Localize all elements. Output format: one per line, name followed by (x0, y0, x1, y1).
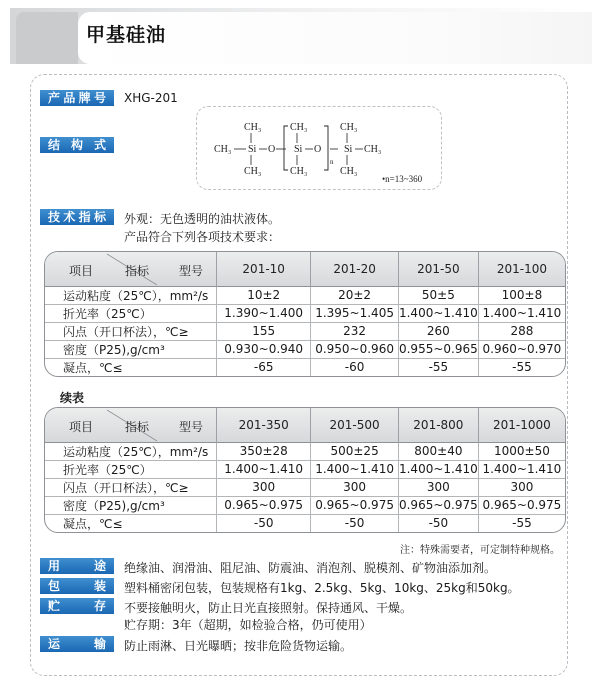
row-label: 凝点，℃≤ (45, 514, 217, 532)
table1-model-4: 201-100 (478, 252, 565, 286)
row-label: 折光率（25℃） (45, 304, 217, 322)
spec-table-1 (44, 251, 566, 377)
header-model: 型号 (179, 264, 204, 278)
row-value: 300 (398, 478, 478, 496)
row-value: 1.400~1.410 (478, 304, 565, 322)
label-usage: 用 途 (40, 558, 114, 574)
row-value: 0.960~0.970 (478, 340, 565, 358)
row-value: 155 (217, 322, 311, 340)
row-label: 凝点，℃≤ (45, 358, 217, 376)
header-index: 指标 (125, 264, 150, 278)
si-right: Si (344, 144, 353, 155)
row-label: 运动粘度（25℃），mm²/s (45, 442, 217, 460)
header-item: 项目 (69, 264, 94, 278)
header-model: 型号 (179, 420, 204, 434)
n-subscript: n (330, 158, 334, 166)
row-label: 闪点（开口杯法），℃≥ (45, 478, 217, 496)
row-value: 0.955~0.965 (398, 342, 478, 356)
ch3-top-left: CH₃ (244, 122, 262, 133)
label-storage: 贮 存 (40, 598, 114, 614)
row-value: 1.400~1.410 (398, 306, 478, 320)
table-row (45, 478, 565, 496)
label-structure: 结 构 式 (40, 137, 114, 153)
table-row (45, 496, 565, 514)
table1-header-corner (45, 252, 217, 286)
spec-line-2: 产品符合下列各项技术要求： (124, 230, 281, 244)
table-row (45, 514, 565, 532)
spec-line-1: 外观：无色透明的油状液体。 (124, 212, 281, 226)
row-value: -55 (398, 358, 478, 376)
row-value: 0.965~0.975 (217, 496, 311, 514)
title-tab (16, 12, 78, 64)
table1-body (45, 286, 565, 376)
row-value: -55 (478, 514, 565, 532)
table2-model-3: 201-800 (398, 408, 478, 442)
ch3-top-right: CH₃ (340, 122, 358, 133)
ch3-bottom-right: CH₃ (340, 166, 358, 177)
row-value: 300 (478, 478, 565, 496)
row-value: 232 (311, 322, 399, 340)
transport-text: 防止雨淋、日光曝晒；按非危险货物运输。 (124, 639, 353, 653)
row-value: -65 (217, 358, 311, 376)
row-value: -50 (311, 514, 399, 532)
header-item: 项目 (69, 420, 94, 434)
table1-model-2: 201-20 (311, 252, 399, 286)
table-row (45, 304, 565, 322)
table-row (45, 340, 565, 358)
row-value: 1.395~1.405 (311, 304, 399, 322)
row-value: -60 (311, 358, 399, 376)
storage-text: 不要接触明火，防止日光直接照射。保持通风、干燥。 (124, 601, 413, 615)
row-value: 1.400~1.410 (311, 460, 399, 478)
row-value: 0.965~0.975 (398, 498, 478, 512)
brand-value: XHG-201 (124, 91, 178, 105)
row-label: 密度（P25),g/cm³ (45, 340, 217, 358)
structure-formula (196, 106, 442, 190)
note: 注：特殊需要者，可定制特种规格。 (400, 545, 560, 556)
table1-model-1: 201-10 (217, 252, 311, 286)
ch3-bottom-left: CH₃ (244, 166, 262, 177)
ch3-left: CH₃ (214, 144, 232, 155)
package-text: 塑料桶密闭包装，包装规格有1kg、2.5kg、5kg、10kg、25kg和50kg。 (124, 581, 520, 595)
row-value: 500±25 (311, 442, 399, 460)
spec-table-2 (44, 407, 566, 533)
label-transport: 运 输 (40, 636, 114, 652)
o-left: O (268, 144, 276, 155)
table2-model-2: 201-500 (311, 408, 399, 442)
row-value: 1.400~1.410 (217, 460, 311, 478)
storage-period: 贮存期：3年（超期，如检验合格，仍可使用） (124, 618, 372, 632)
si-left: Si (248, 144, 257, 155)
row-value: -50 (398, 514, 478, 532)
label-spec: 技 术 指 标 (40, 209, 114, 225)
o-mid: O (314, 144, 322, 155)
table-row (45, 460, 565, 478)
row-value: 300 (311, 478, 399, 496)
row-label: 密度（P25),g/cm³ (45, 496, 217, 514)
table2-header-corner (45, 408, 217, 442)
row-value: 260 (398, 322, 478, 340)
row-value: -50 (217, 514, 311, 532)
continued-label: 续表 (60, 391, 85, 405)
label-brand: 产 品 牌 号 (40, 90, 114, 106)
row-value: 350±28 (217, 442, 311, 460)
table2-body (45, 442, 565, 532)
row-label: 运动粘度（25℃），mm²/s (45, 286, 217, 304)
row-value: 1.400~1.410 (478, 460, 565, 478)
row-value: 1.390~1.400 (217, 304, 311, 322)
row-value: 288 (478, 322, 565, 340)
row-label: 闪点（开口杯法），℃≥ (45, 322, 217, 340)
row-value: -55 (478, 358, 565, 376)
page-title: 甲基硅油 (86, 24, 167, 46)
row-value: 800±40 (398, 442, 478, 460)
si-mid: Si (294, 144, 303, 155)
row-label: 折光率（25℃） (45, 460, 217, 478)
ch3-bottom-mid: CH₃ (290, 166, 308, 177)
ch3-right: CH₃ (364, 144, 382, 155)
ch3-top-mid: CH₃ (290, 122, 308, 133)
row-value: 0.930~0.940 (217, 340, 311, 358)
table2-model-1: 201-350 (217, 408, 311, 442)
table-row (45, 358, 565, 376)
row-value: 50±5 (398, 286, 478, 304)
row-value: 1.400~1.410 (398, 462, 478, 476)
usage-text: 绝缘油、润滑油、阻尼油、防震油、消泡剂、脱模剂、矿物油添加剂。 (124, 561, 497, 575)
row-value: 0.950~0.960 (311, 340, 399, 358)
table1-model-3: 201-50 (398, 252, 478, 286)
row-value: 0.965~0.975 (311, 496, 399, 514)
row-value: 20±2 (311, 286, 399, 304)
row-value: 10±2 (217, 286, 311, 304)
label-package: 包 装 (40, 578, 114, 594)
table2-model-4: 201-1000 (478, 408, 565, 442)
n-range: •n=13~360 (382, 174, 423, 184)
row-value: 1000±50 (478, 442, 565, 460)
table-row (45, 442, 565, 460)
row-value: 0.965~0.975 (478, 496, 565, 514)
table-row (45, 322, 565, 340)
header-index: 指标 (125, 420, 150, 434)
row-value: 100±8 (478, 286, 565, 304)
table-row (45, 286, 565, 304)
row-value: 300 (217, 478, 311, 496)
